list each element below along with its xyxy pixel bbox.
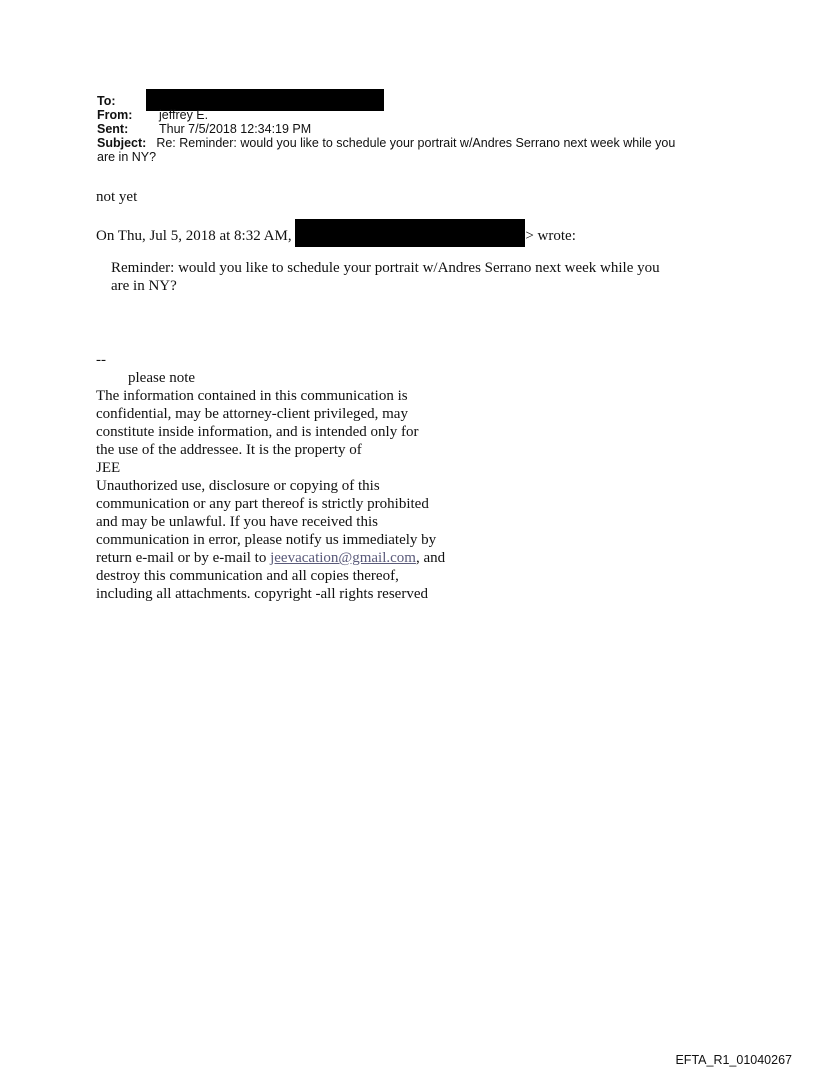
disclaimer-line: constitute inside information, and is intended only for — [96, 424, 419, 440]
disclaimer-email-line — [96, 549, 736, 567]
quoted-line: Reminder: would you like to schedule your portrait w/Andres Serrano next week while you — [111, 260, 660, 276]
quote-attribution — [96, 219, 736, 247]
disclaimer-line: communication in error, please notify us immediately by — [96, 532, 437, 548]
quoted-line: are in NY? — [111, 278, 177, 294]
sent-label: Sent: — [97, 122, 129, 136]
disclaimer-line: confidential, may be attorney-client privileged, may — [96, 406, 408, 422]
disclaimer-line: Unauthorized use, disclosure or copying of this — [96, 478, 380, 494]
subject-value-continued: are in NY? — [97, 149, 157, 164]
disclaimer-line: and may be unlawful. If you have received this — [96, 514, 378, 530]
signature-block — [96, 351, 736, 603]
redacted-sender — [295, 219, 525, 247]
signature-separator: -- — [96, 352, 106, 368]
to-row — [97, 95, 737, 109]
email-line-prefix: return e-mail or by e-mail to — [96, 550, 271, 566]
document-id: EFTA_R1_01040267 — [675, 1053, 792, 1067]
email-header — [97, 95, 737, 164]
email-body — [96, 188, 736, 603]
attribution-suffix: > wrote: — [525, 228, 576, 244]
disclaimer-line: including all attachments. copyright -all rights reserved — [96, 586, 428, 602]
disclaimer-line: The information contained in this communication is — [96, 388, 408, 404]
subject-row — [97, 137, 737, 164]
please-note: please note — [128, 370, 196, 386]
disclaimer-line: JEE — [96, 460, 121, 476]
subject-value: Re: Reminder: would you like to schedule your portrait w/Andres Serrano next week while you — [156, 136, 676, 150]
sent-row — [97, 123, 737, 137]
from-label: From: — [97, 108, 133, 122]
subject-label: Subject: — [97, 136, 147, 150]
reply-text: not yet — [96, 189, 138, 205]
to-label: To: — [97, 94, 116, 108]
disclaimer-line: the use of the addressee. It is the property of — [96, 442, 362, 458]
email-link[interactable]: jeevacation@gmail.com — [270, 550, 416, 566]
disclaimer-line: communication or any part thereof is strictly prohibited — [96, 496, 429, 512]
from-value: jeffrey E. — [159, 108, 209, 122]
from-row — [97, 109, 737, 123]
email-line-suffix: , and — [415, 550, 446, 566]
quoted-message — [111, 259, 736, 295]
sent-value: Thur 7/5/2018 12:34:19 PM — [159, 122, 312, 136]
disclaimer-line: destroy this communication and all copies thereof, — [96, 568, 399, 584]
attribution-prefix: On Thu, Jul 5, 2018 at 8:32 AM, — [96, 228, 292, 244]
